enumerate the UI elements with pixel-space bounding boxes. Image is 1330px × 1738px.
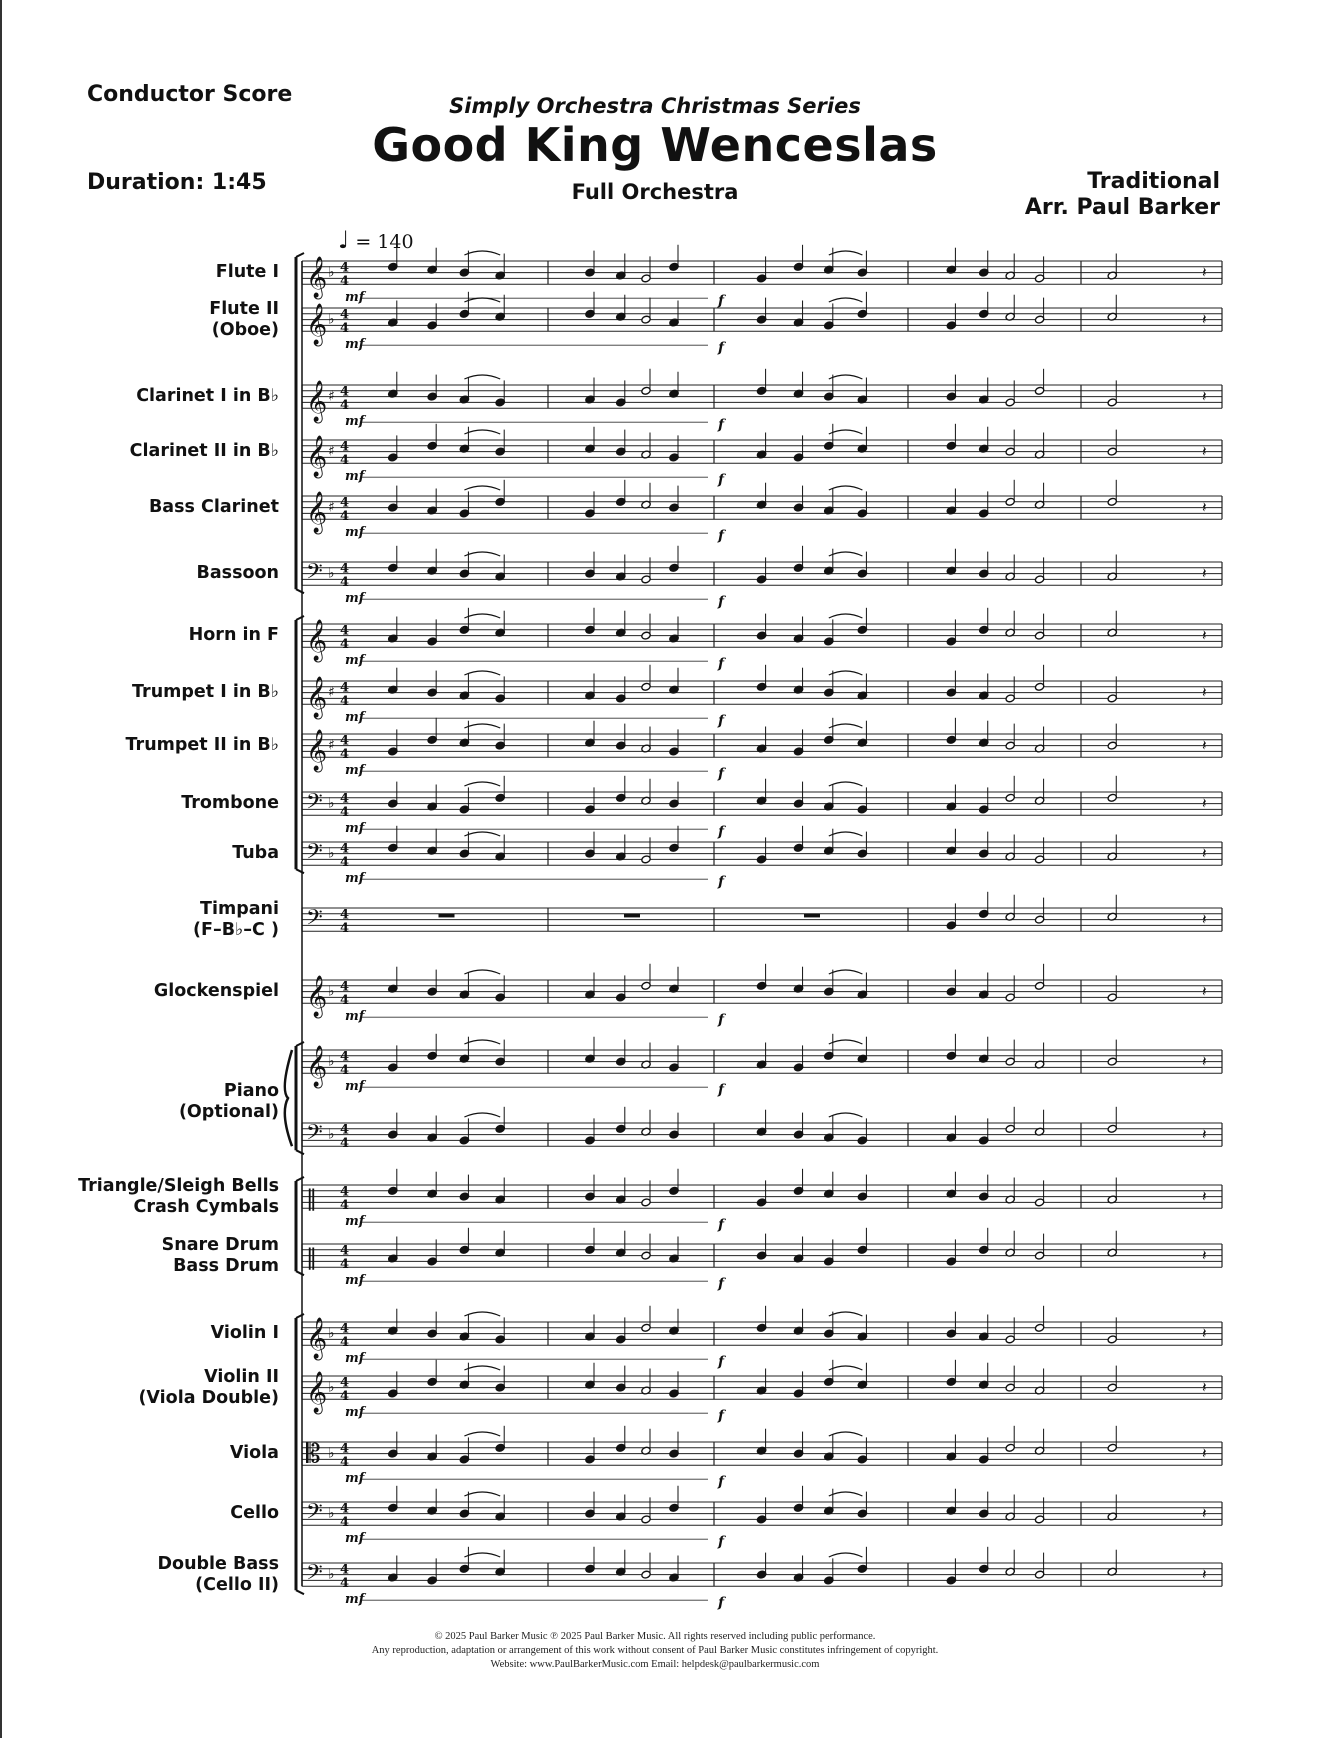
quarter-rest-icon: 𝄽 [1202,794,1207,813]
dynamic-mf: mf [345,1273,365,1289]
clef-icon: 𝄞 [306,1372,328,1414]
slur [829,1040,863,1044]
time-signature-top: 4 [340,439,350,455]
dynamic-mf: mf [345,1471,365,1487]
instrument-label: Trumpet I in B♭ [132,681,279,702]
clef-icon: 𝄞 [306,730,328,772]
time-signature-bottom: 4 [340,921,350,937]
instrument-label: Double Bass (Cello II) [157,1553,279,1595]
dynamic-f: f [718,824,725,841]
time-signature-bottom: 4 [340,1136,350,1152]
bracket-hook [296,589,304,593]
instrument-label: Violin I [210,1322,279,1343]
slur [464,1312,500,1316]
slur [829,1492,863,1496]
instrument-label: Viola [229,1442,279,1463]
key-signature: ♭ [328,1053,335,1070]
instrument-label: Piano (Optional) [178,1080,279,1122]
quarter-rest-icon: 𝄽 [1202,1187,1207,1206]
quarter-note-icon: ♩ [338,226,350,254]
time-signature-bottom: 4 [340,1198,350,1214]
time-signature-bottom: 4 [340,453,350,469]
dynamic-mf: mf [345,469,365,485]
time-signature-top: 4 [340,384,350,400]
tempo-value: = 140 [355,231,414,253]
time-signature-top: 4 [340,623,350,639]
slur [464,430,500,434]
instrument-label: Cello [230,1502,279,1523]
time-signature-top: 4 [340,791,350,807]
time-signature-top: 4 [340,495,350,511]
reproduction-notice: Any reproduction, adaptation or arrangement of this work without consent of Paul Barker Music constitutes infringement of copyright. [371,1645,939,1656]
dynamic-f: f [718,874,725,891]
dynamic-f: f [718,1595,725,1612]
dynamic-mf: mf [345,1079,365,1095]
instrument-label: Clarinet I in B♭ [136,385,279,406]
slur [464,486,500,490]
dynamic-mf: mf [345,591,365,607]
quarter-rest-icon: 𝄽 [1202,387,1207,406]
time-signature-top: 4 [340,1321,350,1337]
slur [829,1366,863,1370]
dynamic-f: f [718,340,725,357]
time-signature-bottom: 4 [340,1257,350,1273]
clef-icon: 𝄡 [306,1439,321,1470]
bracket-hook [296,1590,304,1594]
dynamic-mf: mf [345,337,365,353]
bracket-hook [296,1314,304,1318]
clef-icon: 𝄞 [306,677,328,719]
key-signature: ♭ [328,1325,335,1342]
dynamic-mf: mf [345,821,365,837]
slur [464,614,500,618]
dynamic-f: f [718,1354,725,1371]
instrument-label: Violin II (Viola Double) [138,1366,279,1408]
quarter-rest-icon: 𝄽 [1202,683,1207,702]
time-signature-bottom: 4 [340,398,350,414]
key-signature: ♭ [328,983,335,1000]
time-signature-top: 4 [340,1243,350,1259]
key-signature: ♭ [328,1445,335,1462]
clef-icon: 𝄢 [306,559,323,590]
quarter-rest-icon: 𝄽 [1202,564,1207,583]
slur [464,1366,500,1370]
slur [464,552,500,556]
key-signature: ♭ [328,565,335,582]
time-signature-bottom: 4 [340,274,350,290]
bracket-hook [296,869,304,873]
time-signature-top: 4 [340,1562,350,1578]
time-signature-bottom: 4 [340,747,350,763]
dynamic-mf: mf [345,763,365,779]
time-signature-bottom: 4 [340,1335,350,1351]
whole-rest-icon [439,914,455,918]
time-signature-bottom: 4 [340,993,350,1009]
quarter-rest-icon: 𝄽 [1202,1378,1207,1397]
instrument-label: Timpani (F–B♭–C ) [193,898,279,940]
composer-credit: Traditional [1087,169,1220,194]
dynamic-f: f [718,1534,725,1551]
dynamic-mf: mf [345,290,365,306]
dynamic-f: f [718,528,725,545]
time-signature-bottom: 4 [340,509,350,525]
instrument-label: Trombone [181,792,279,813]
dynamic-f: f [718,1408,725,1425]
dynamic-mf: mf [345,1592,365,1608]
dynamic-mf: mf [345,1009,365,1025]
dynamic-f: f [718,656,725,673]
dynamic-mf: mf [345,1351,365,1367]
time-signature-top: 4 [340,260,350,276]
dynamic-mf: mf [345,525,365,541]
contact-line: Website: www.PaulBarkerMusic.com Email: helpdesk@paulbarkermusic.com [490,1659,820,1670]
copyright-footer [0,1630,1310,1672]
instrument-label: Horn in F [188,624,279,645]
slur [464,671,500,675]
key-signature: ♭ [328,311,335,328]
instrument-label: Trumpet II in B♭ [125,734,279,755]
clef-icon: 𝄢 [306,1499,323,1530]
instrument-label: Bass Clarinet [148,496,279,517]
whole-rest-icon [624,914,640,918]
bracket-hook [296,616,304,620]
key-signature: ♭ [328,1126,335,1143]
key-signature: ♭ [328,1379,335,1396]
quarter-rest-icon: 𝄽 [1202,626,1207,645]
slur [829,782,863,786]
whole-rest-icon [804,914,820,918]
slur [464,375,500,379]
time-signature-bottom: 4 [340,637,350,653]
clef-icon: 𝄞 [306,381,328,423]
slur [464,782,500,786]
key-signature: ♭ [328,264,335,281]
clef-icon: ‖ [306,1186,317,1212]
slur [829,298,863,302]
slur [829,251,863,255]
key-signature: ♭ [328,1566,335,1583]
slur [464,724,500,728]
piano-brace [285,1050,292,1146]
clef-icon: 𝄢 [306,1560,323,1591]
quarter-rest-icon: 𝄽 [1202,844,1207,863]
slur [464,1113,500,1117]
clef-icon: 𝄞 [306,620,328,662]
time-signature-bottom: 4 [340,575,350,591]
slur [829,724,863,728]
dynamic-mf: mf [345,710,365,726]
quarter-rest-icon: 𝄽 [1202,1504,1207,1523]
dynamic-f: f [718,594,725,611]
slur [464,1492,500,1496]
time-signature-bottom: 4 [340,855,350,871]
instrument-label: Flute II (Oboe) [209,298,279,340]
instrument-label: Bassoon [196,562,279,583]
key-signature: ♯ [328,388,335,405]
time-signature-bottom: 4 [340,694,350,710]
time-signature-top: 4 [340,979,350,995]
quarter-rest-icon: 𝄽 [1202,1052,1207,1071]
instrument-label: Snare Drum Bass Drum [161,1234,279,1276]
instrument-label: Glockenspiel [153,980,279,1001]
dynamic-f: f [718,1276,725,1293]
time-signature-top: 4 [340,841,350,857]
time-signature-bottom: 4 [340,805,350,821]
slur [829,1312,863,1316]
clef-icon: 𝄢 [306,1120,323,1151]
bracket-hook [296,1271,304,1275]
series-title: Simply Orchestra Christmas Series [449,94,861,118]
dynamic-mf: mf [345,1405,365,1421]
time-signature-bottom: 4 [340,1576,350,1592]
quarter-rest-icon: 𝄽 [1202,1444,1207,1463]
duration-label: Duration: 1:45 [87,170,267,195]
quarter-rest-icon: 𝄽 [1202,263,1207,282]
slur [829,832,863,836]
dynamic-mf: mf [345,1531,365,1547]
clef-icon: 𝄞 [306,257,328,299]
time-signature-top: 4 [340,733,350,749]
quarter-rest-icon: 𝄽 [1202,1565,1207,1584]
bracket-hook [296,1042,304,1046]
quarter-rest-icon: 𝄽 [1202,910,1207,929]
slur [464,832,500,836]
time-signature-bottom: 4 [340,1063,350,1079]
dynamic-f: f [718,713,725,730]
dynamic-mf: mf [345,871,365,887]
dynamic-f: f [718,293,725,310]
dynamic-f: f [718,766,725,783]
time-signature-bottom: 4 [340,1389,350,1405]
clef-icon: 𝄢 [306,789,323,820]
clef-icon: 𝄞 [306,1318,328,1360]
slur [829,430,863,434]
quarter-rest-icon: 𝄽 [1202,1246,1207,1265]
clef-icon: 𝄢 [306,839,323,870]
slur [829,486,863,490]
bracket-hook [296,1177,304,1181]
clef-icon: 𝄞 [306,976,328,1018]
quarter-rest-icon: 𝄽 [1202,498,1207,517]
quarter-rest-icon: 𝄽 [1202,1125,1207,1144]
slur [829,614,863,618]
clef-icon: 𝄞 [306,1046,328,1088]
quarter-rest-icon: 𝄽 [1202,442,1207,461]
slur [464,1432,500,1436]
slur [829,552,863,556]
clef-icon: 𝄢 [306,905,323,936]
time-signature-bottom: 4 [340,1515,350,1531]
time-signature-top: 4 [340,1122,350,1138]
ensemble-subtitle: Full Orchestra [571,180,739,204]
clef-icon: 𝄞 [306,304,328,346]
dynamic-f: f [718,472,725,489]
clef-icon: 𝄞 [306,492,328,534]
dynamic-f: f [718,1474,725,1491]
key-signature: ♯ [328,443,335,460]
time-signature-top: 4 [340,1501,350,1517]
dynamic-f: f [718,1217,725,1234]
time-signature-top: 4 [340,1184,350,1200]
arranger-credit: Arr. Paul Barker [1024,195,1220,220]
time-signature-top: 4 [340,1375,350,1391]
time-signature-top: 4 [340,1441,350,1457]
quarter-rest-icon: 𝄽 [1202,1324,1207,1343]
bracket-hook [296,1150,304,1154]
instrument-label: Clarinet II in B♭ [129,440,279,461]
slur [829,1113,863,1117]
time-signature-top: 4 [340,561,350,577]
key-signature: ♯ [328,684,335,701]
time-signature-top: 4 [340,1049,350,1065]
time-signature-bottom: 4 [340,1455,350,1471]
quarter-rest-icon: 𝄽 [1202,736,1207,755]
slur [829,1553,863,1557]
piece-title: Good King Wenceslas [372,118,938,172]
slur [829,970,863,974]
time-signature-top: 4 [340,307,350,323]
dynamic-f: f [718,417,725,434]
slur [464,1553,500,1557]
clef-icon: ‖ [306,1245,317,1271]
key-signature: ♭ [328,845,335,862]
dynamic-f: f [718,1012,725,1029]
time-signature-top: 4 [340,680,350,696]
copyright-line: © 2025 Paul Barker Music ℗ 2025 Paul Barker Music. All rights reserved including public performance. [434,1631,876,1642]
slur [829,671,863,675]
key-signature: ♭ [328,795,335,812]
time-signature-bottom: 4 [340,321,350,337]
instrument-label: Flute I [215,261,279,282]
instrument-label: Tuba [232,842,279,863]
key-signature: ♯ [328,499,335,516]
dynamic-mf: mf [345,653,365,669]
dynamic-mf: mf [345,1214,365,1230]
slur [464,1040,500,1044]
slur [464,251,500,255]
slur [829,375,863,379]
dynamic-f: f [718,1082,725,1099]
instrument-label: Triangle/Sleigh Bells Crash Cymbals [78,1175,279,1217]
dynamic-mf: mf [345,414,365,430]
conductor-score-label: Conductor Score [87,82,293,107]
bracket-hook [296,253,304,257]
quarter-rest-icon: 𝄽 [1202,310,1207,329]
time-signature-top: 4 [340,907,350,923]
key-signature: ♯ [328,737,335,754]
key-signature: ♭ [328,1505,335,1522]
slur [464,970,500,974]
quarter-rest-icon: 𝄽 [1202,982,1207,1001]
clef-icon: 𝄞 [306,436,328,478]
slur [829,1432,863,1436]
